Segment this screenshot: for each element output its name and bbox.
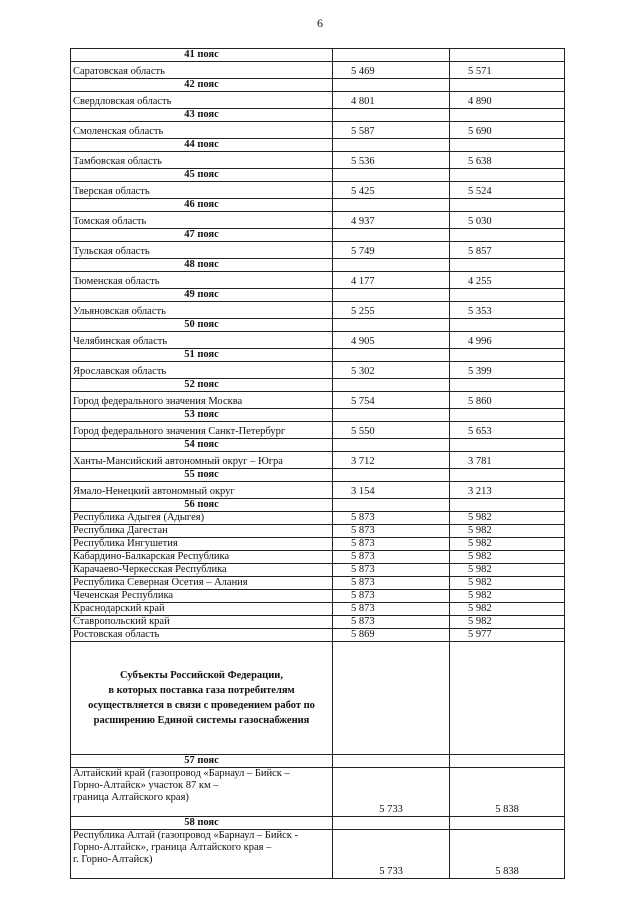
zone-label: 48 пояс [71,259,333,272]
region-name: Республика Дагестан [71,525,333,538]
table-row [71,551,565,564]
tariff-value-2: 5 838 [450,830,565,879]
tariff-value-2: 3 781 [450,452,565,469]
region-name: Тульская область [71,242,333,259]
tariff-value-2: 5 690 [450,122,565,139]
tariff-value-1: 5 873 [333,564,450,577]
zone-header-row [71,49,565,62]
empty-cell [333,349,450,362]
tariff-value-1: 5 536 [333,152,450,169]
tariff-value-2: 5 638 [450,152,565,169]
zone-label: 56 пояс [71,499,333,512]
empty-cell [333,169,450,182]
tariff-value-2: 4 996 [450,332,565,349]
empty-cell [333,755,450,768]
region-name: Чеченская Республика [71,590,333,603]
tariff-value-2: 5 977 [450,629,565,642]
tariff-value-2: 5 982 [450,551,565,564]
zone-label: 43 пояс [71,109,333,122]
tariff-value-1: 5 302 [333,362,450,379]
empty-cell [450,49,565,62]
table-row [71,422,565,439]
region-name: Карачаево-Черкесская Республика [71,564,333,577]
empty-cell [450,817,565,830]
empty-cell [333,379,450,392]
empty-cell [450,349,565,362]
table-row [71,768,565,817]
tariff-value-2: 5 982 [450,603,565,616]
tariff-value-1: 5 733 [333,768,450,817]
empty-cell [450,229,565,242]
table-row [71,564,565,577]
zone-header-row [71,319,565,332]
zone-header-row [71,499,565,512]
region-name: Челябинская область [71,332,333,349]
empty-cell [450,289,565,302]
empty-cell [333,139,450,152]
tariff-value-1: 5 425 [333,182,450,199]
table-row [71,332,565,349]
tariff-value-1: 4 905 [333,332,450,349]
table-row [71,362,565,379]
zone-label: 53 пояс [71,409,333,422]
region-name: Республика Адыгея (Адыгея) [71,512,333,525]
empty-cell [333,469,450,482]
region-name-line: Горно-Алтайск» участок 87 км – [73,780,219,791]
region-name: Саратовская область [71,62,333,79]
tariff-value-1: 5 873 [333,538,450,551]
tariff-value-1: 4 801 [333,92,450,109]
tariff-value-2: 5 653 [450,422,565,439]
empty-cell [333,319,450,332]
zone-label: 52 пояс [71,379,333,392]
tariff-value-1: 3 712 [333,452,450,469]
zone-header-row [71,409,565,422]
zone-label: 58 пояс [71,817,333,830]
empty-cell [333,642,450,755]
region-name: Тюменская область [71,272,333,289]
tariff-value-1: 3 154 [333,482,450,499]
zone-header-row [71,259,565,272]
table-row [71,525,565,538]
zone-header-row [71,439,565,452]
empty-cell [450,379,565,392]
region-name: Ярославская область [71,362,333,379]
tariff-value-1: 5 873 [333,551,450,564]
tariff-value-1: 5 869 [333,629,450,642]
zone-label: 54 пояс [71,439,333,452]
empty-cell [333,259,450,272]
tariff-value-2: 5 982 [450,577,565,590]
region-name-line: Алтайский край (газопровод «Барнаул – Бийск – [73,768,290,779]
empty-cell [333,199,450,212]
tariff-value-1: 5 873 [333,616,450,629]
zone-header-row [71,379,565,392]
empty-cell [450,469,565,482]
empty-cell [450,169,565,182]
tariff-value-2: 5 857 [450,242,565,259]
region-name: Город федерального значения Москва [71,392,333,409]
tariff-value-2: 5 982 [450,616,565,629]
empty-cell [450,755,565,768]
tariff-value-2: 5 399 [450,362,565,379]
tariff-value-1: 5 873 [333,512,450,525]
tariff-value-2: 5 838 [450,768,565,817]
zone-label: 46 пояс [71,199,333,212]
empty-cell [333,79,450,92]
empty-cell [450,439,565,452]
zone-header-row [71,349,565,362]
empty-cell [333,49,450,62]
page-number: 6 [317,16,323,30]
tariff-value-1: 5 873 [333,590,450,603]
empty-cell [450,259,565,272]
table-row [71,392,565,409]
tariff-value-2: 5 524 [450,182,565,199]
tariff-value-1: 5 469 [333,62,450,79]
region-name: Томская область [71,212,333,229]
zone-label: 55 пояс [71,469,333,482]
tariff-value-2: 5 353 [450,302,565,319]
zone-header-row [71,199,565,212]
zone-label: 51 пояс [71,349,333,362]
table-row [71,242,565,259]
empty-cell [333,439,450,452]
region-name: Ростовская область [71,629,333,642]
section-title-line: Субъекты Российской Федерации, [120,670,283,681]
table-row [71,122,565,139]
empty-cell [450,642,565,755]
tariff-value-1: 4 937 [333,212,450,229]
zone-header-row [71,229,565,242]
table-row [71,62,565,79]
region-name: Ямало-Ненецкий автономный округ [71,482,333,499]
table-row [71,590,565,603]
empty-cell [333,109,450,122]
zone-header-row [71,169,565,182]
section-title [71,642,333,755]
tariff-value-1: 5 587 [333,122,450,139]
zone-header-row [71,469,565,482]
tariff-value-2: 5 982 [450,590,565,603]
region-name: Ставропольский край [71,616,333,629]
zone-label: 42 пояс [71,79,333,92]
tariff-value-1: 5 550 [333,422,450,439]
table-row [71,512,565,525]
section-heading-row [71,642,565,755]
region-name [71,768,333,817]
region-name: Город федерального значения Санкт-Петербург [71,422,333,439]
empty-cell [333,289,450,302]
empty-cell [450,409,565,422]
empty-cell [450,139,565,152]
zone-header-row [71,817,565,830]
region-name: Тверская область [71,182,333,199]
zone-label: 57 пояс [71,755,333,768]
zone-label: 41 пояс [71,49,333,62]
region-name-line: Горно-Алтайск», граница Алтайского края – [73,842,272,853]
zone-header-row [71,139,565,152]
tariff-value-1: 4 177 [333,272,450,289]
zone-label: 47 пояс [71,229,333,242]
tariff-value-2: 5 982 [450,525,565,538]
region-name-line: граница Алтайского края) [73,792,189,803]
empty-cell [333,499,450,512]
tariff-value-2: 5 030 [450,212,565,229]
empty-cell [450,109,565,122]
empty-cell [333,229,450,242]
tariff-value-2: 4 890 [450,92,565,109]
region-name: Республика Северная Осетия – Алания [71,577,333,590]
zone-header-row [71,289,565,302]
zone-label: 49 пояс [71,289,333,302]
region-name: Краснодарский край [71,603,333,616]
region-name: Ханты-Мансийский автономный округ – Югра [71,452,333,469]
empty-cell [333,817,450,830]
tariff-value-2: 4 255 [450,272,565,289]
empty-cell [450,79,565,92]
zone-header-row [71,109,565,122]
zone-header-row [71,79,565,92]
region-name: Ульяновская область [71,302,333,319]
zone-header-row [71,755,565,768]
empty-cell [450,499,565,512]
table-row [71,182,565,199]
table-row [71,482,565,499]
table-row [71,302,565,319]
table-row [71,830,565,879]
region-name: Кабардино-Балкарская Республика [71,551,333,564]
region-name: Республика Ингушетия [71,538,333,551]
zone-label: 44 пояс [71,139,333,152]
tariff-value-2: 5 571 [450,62,565,79]
tariff-value-1: 5 255 [333,302,450,319]
tariff-value-1: 5 749 [333,242,450,259]
tariff-value-2: 5 982 [450,564,565,577]
table-row [71,577,565,590]
empty-cell [450,199,565,212]
tariff-value-1: 5 873 [333,603,450,616]
region-name-line: г. Горно-Алтайск) [73,854,153,865]
tariff-value-1: 5 754 [333,392,450,409]
empty-cell [450,319,565,332]
empty-cell [333,409,450,422]
tariff-value-1: 5 733 [333,830,450,879]
region-name: Смоленская область [71,122,333,139]
table-row [71,538,565,551]
tariff-value-1: 5 873 [333,577,450,590]
region-name: Свердловская область [71,92,333,109]
region-name-line: Республика Алтай (газопровод «Барнаул – Бийск - [73,830,298,841]
table-row [71,603,565,616]
region-name [71,830,333,879]
zone-label: 50 пояс [71,319,333,332]
table-row [71,272,565,289]
table-row [71,452,565,469]
table-row [71,152,565,169]
table-row [71,629,565,642]
table-row [71,616,565,629]
section-title-line: расширению Единой системы газоснабжения [93,715,310,726]
tariff-value-1: 5 873 [333,525,450,538]
region-name: Тамбовская область [71,152,333,169]
table-row [71,212,565,229]
tariff-value-2: 3 213 [450,482,565,499]
zone-label: 45 пояс [71,169,333,182]
section-title-line: в которых поставка газа потребителям [108,685,295,696]
section-title-line: осуществляется в связи с проведением работ по [88,700,315,711]
tariff-value-2: 5 982 [450,512,565,525]
table-row [71,92,565,109]
tariff-value-2: 5 982 [450,538,565,551]
tariff-value-2: 5 860 [450,392,565,409]
tariff-table [70,48,565,879]
